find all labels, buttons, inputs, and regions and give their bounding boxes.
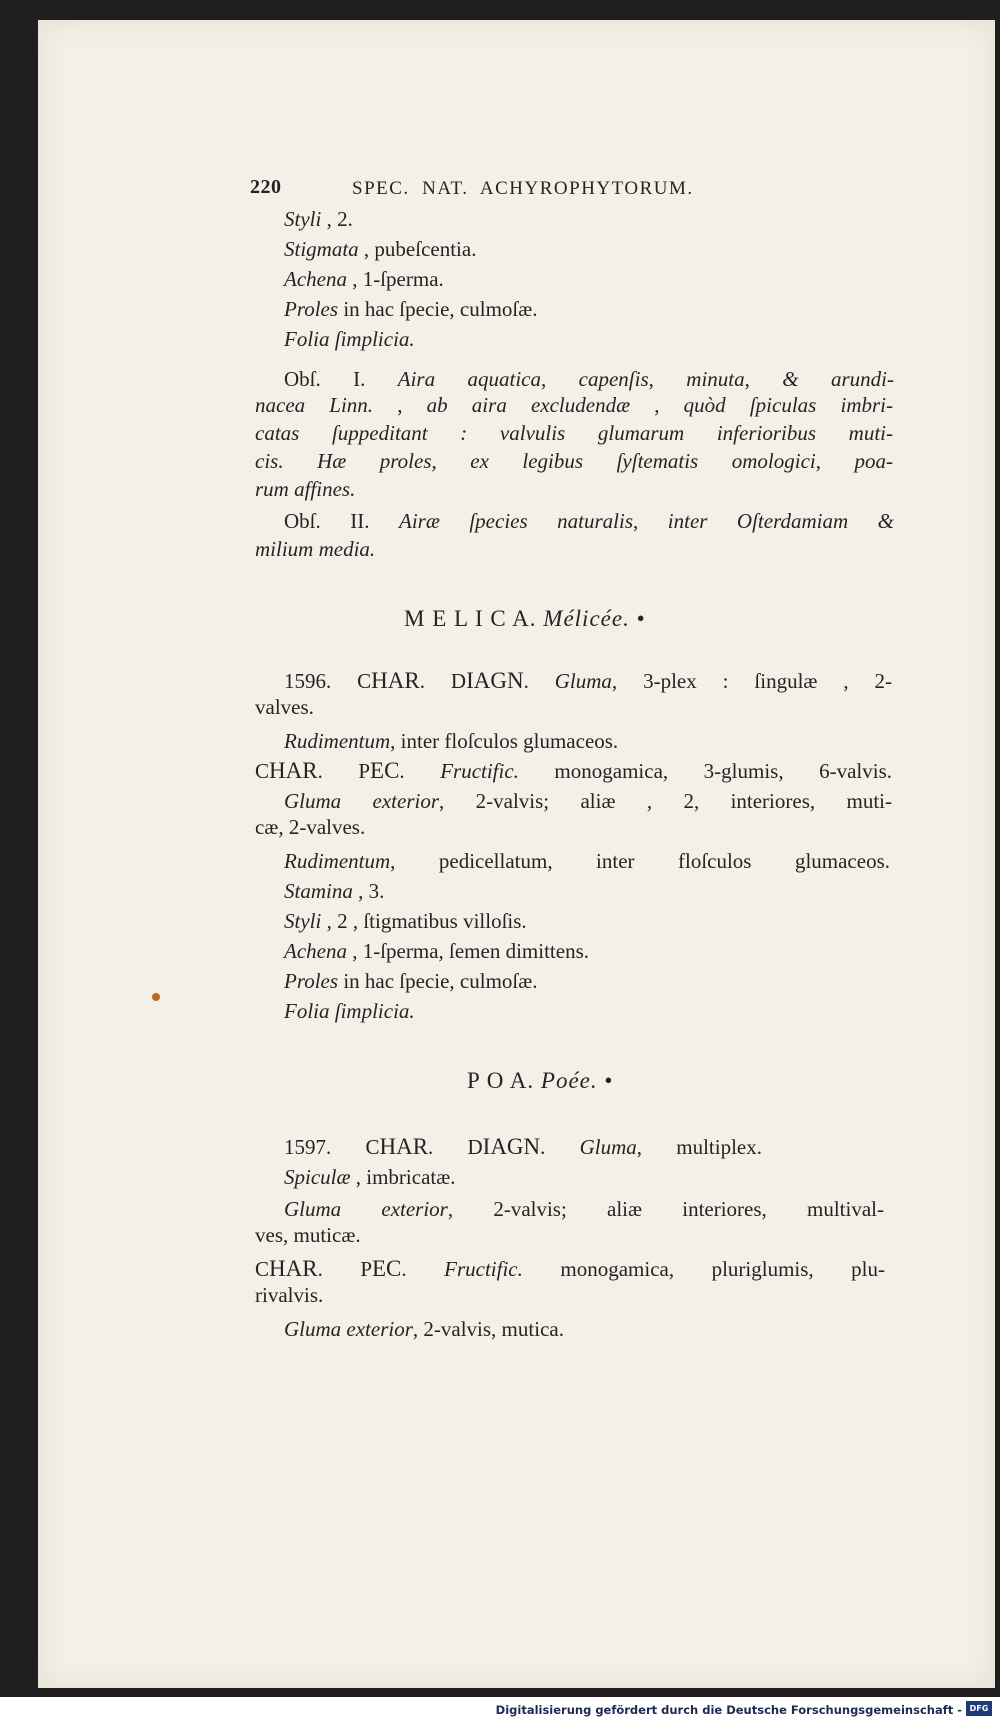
obs-1-line-4: cis. Hæ proles, ex legibus ſyſtematis omologici, poa- — [255, 449, 893, 473]
obs-2-line-1: Obſ. II. Airæ ſpecies naturalis, inter Oſterdamiam & — [284, 509, 894, 533]
line-styli-2: Styli , 2 , ſtigmatibus villoſis. — [284, 909, 527, 933]
section-heading-melica: M E L I C A. Mélicée. • — [404, 606, 646, 631]
line-folia-2: Folia ſimplicia. — [284, 999, 415, 1023]
line-folia: Folia ſimplicia. — [284, 327, 415, 351]
entry-1597-pec: CHAR. PEC. Fructific. monogamica, pluriglumis, plu- — [255, 1256, 885, 1281]
line-proles: Proles in hac ſpecie, culmoſæ. — [284, 297, 538, 321]
ink-spot — [152, 993, 160, 1001]
entry-1596-diagn: 1596. CHAR. DIAGN. Gluma, 3-plex : ſingulæ , 2- — [284, 668, 892, 693]
dfg-logo: DFG — [966, 1701, 992, 1716]
section-heading-poa: P O A. Poée. • — [467, 1068, 614, 1093]
line-gluma-exterior-3: Gluma exterior, 2-valvis; aliæ interiores, multival- — [284, 1197, 884, 1221]
line-rudimentum-2: Rudimentum, pedicellatum, inter floſculos glumaceos. — [284, 849, 890, 873]
line-spiculae: Spiculæ , imbricatæ. — [284, 1165, 456, 1189]
obs-2-line-2: milium media. — [255, 537, 376, 561]
entry-1597-diagn: 1597. CHAR. DIAGN. Gluma, multiplex. — [284, 1134, 762, 1159]
line-stamina: Stamina , 3. — [284, 879, 385, 903]
line-gluma-exterior: Gluma exterior, 2-valvis; aliæ , 2, interiores, muti- — [284, 789, 892, 813]
line-gluma-exterior-4: Gluma exterior, 2-valvis, mutica. — [284, 1317, 564, 1341]
line-achena: Achena , 1-ſperma. — [284, 267, 444, 291]
entry-1596-diagn-cont: valves. — [255, 695, 314, 719]
entry-1596-pec: CHAR. PEC. Fructific. monogamica, 3-glumis, 6-valvis. — [255, 758, 892, 783]
obs-1-line-2: nacea Linn. , ab aira excludendæ , quòd ſpiculas imbri- — [255, 393, 893, 417]
obs-1-line-5: rum affines. — [255, 477, 356, 501]
obs-1-line-3: catas ſuppeditant : valvulis glumarum inferioribus muti- — [255, 421, 893, 445]
line-stigmata: Stigmata , pubeſcentia. — [284, 237, 477, 261]
entry-1597-pec-cont: rivalvis. — [255, 1283, 324, 1307]
page-number: 220 — [250, 176, 282, 198]
obs-1-line-1: Obſ. I. Aira aquatica, capenſis, minuta, & arundi- — [284, 367, 894, 391]
line-styli: Styli , 2. — [284, 207, 353, 231]
line-gluma-exterior-cont: cæ, 2-valves. — [255, 815, 366, 839]
line-rudimentum: Rudimentum, inter floſculos glumaceos. — [284, 729, 619, 753]
footer-credit: Digitalisierung gefördert durch die Deutsche Forschungsgemeinschaft - — [495, 1703, 962, 1717]
running-title: SPEC. NAT. ACHYROPHYTORUM. — [352, 178, 694, 199]
line-gluma-exterior-3-cont: ves, muticæ. — [255, 1223, 361, 1247]
line-proles-2: Proles in hac ſpecie, culmoſæ. — [284, 969, 538, 993]
line-achena-2: Achena , 1-ſperma, ſemen dimittens. — [284, 939, 590, 963]
